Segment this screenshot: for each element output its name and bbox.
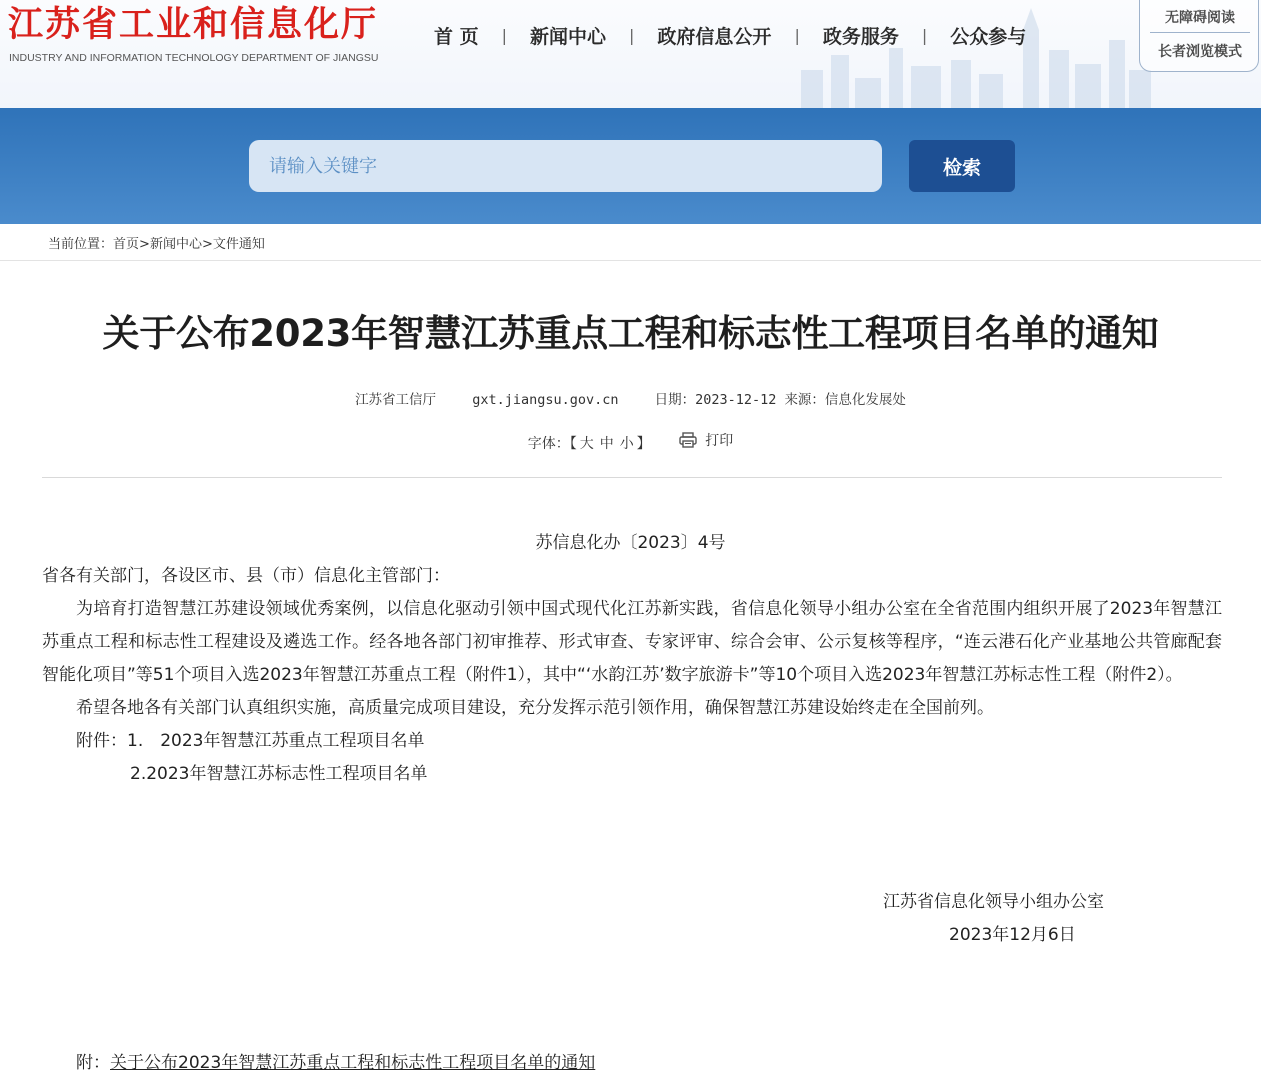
body-paragraph-1: 为培育打造智慧江苏建设领域优秀案例，以信息化驱动引领中国式现代化江苏新实践，省信息化领导小组办公室在全省范围内组织开展了2023年智慧江苏重点工程和标志性工程建设及遴选工作。经各地各部门初审推荐、形式审查、专家评审、综合会审、公示复核等程序，“连云港石化产业基地公共管廊配套智能化项目”等51个项目入选2023年智慧江苏重点工程（附件1），其中“‘水韵江苏’数字旅游卡”等10个项目入选2023年智慧江苏标志性工程（附件2）。 bbox=[42, 599, 1222, 685]
article-body bbox=[42, 560, 1222, 791]
attachment-1: 1. 2023年智慧江苏重点工程项目名单 bbox=[127, 731, 425, 751]
article-tools bbox=[0, 430, 1261, 453]
signature-organization: 江苏省信息化领导小组办公室 bbox=[883, 892, 1104, 912]
meta-divider bbox=[42, 477, 1222, 478]
font-size-label: 字体： bbox=[527, 436, 570, 452]
meta-publisher: 江苏省工信厅 bbox=[355, 392, 437, 408]
article-title: 关于公布2023年智慧江苏重点工程和标志性工程项目名单的通知 bbox=[102, 312, 1159, 355]
print-button[interactable] bbox=[679, 430, 733, 450]
print-label: 打印 bbox=[705, 433, 734, 449]
breadcrumb-home[interactable]: 首页 bbox=[113, 237, 140, 252]
nav-separator: | bbox=[921, 25, 928, 45]
accessible-reading-button[interactable]: 无障碍阅读 bbox=[1165, 10, 1235, 26]
search-input[interactable] bbox=[249, 140, 882, 192]
font-bracket-open: 【 bbox=[569, 436, 577, 452]
meta-site: gxt.jiangsu.gov.cn bbox=[472, 392, 619, 408]
attachment-link-row bbox=[76, 1048, 595, 1073]
attachments-label: 附件： bbox=[76, 731, 127, 751]
breadcrumb bbox=[48, 233, 265, 252]
body-paragraph-2: 希望各地各有关部门认真组织实施，高质量完成项目建设，充分发挥示范引领作用，确保智慧江苏建设始终走在全国前列。 bbox=[76, 698, 994, 718]
search-band bbox=[0, 108, 1261, 224]
breadcrumb-file-notice[interactable]: 文件通知 bbox=[212, 237, 265, 252]
attachment-link-label: 附： bbox=[76, 1053, 110, 1073]
breadcrumb-prefix: 当前位置： bbox=[48, 237, 114, 252]
attachment-download-link[interactable]: 关于公布2023年智慧江苏重点工程和标志性工程项目名单的通知 bbox=[110, 1053, 596, 1073]
nav-separator: | bbox=[794, 25, 800, 45]
accessibility-panel bbox=[1139, 0, 1259, 72]
nav-public-participation[interactable]: 公众参与 bbox=[950, 25, 1027, 48]
font-bracket-close: 】 bbox=[636, 436, 651, 452]
meta-source: 来源：信息化发展处 bbox=[784, 392, 906, 408]
nav-home[interactable]: 首 页 bbox=[434, 25, 479, 48]
breadcrumb-sep: > bbox=[201, 237, 213, 252]
article-meta bbox=[0, 388, 1261, 408]
font-size-small[interactable]: 小 bbox=[619, 436, 634, 452]
breadcrumb-sep: > bbox=[139, 237, 150, 252]
nav-gov-services[interactable]: 政务服务 bbox=[822, 25, 899, 48]
nav-news-center[interactable]: 新闻中心 bbox=[530, 25, 607, 48]
nav-separator: | bbox=[501, 25, 508, 45]
printer-icon bbox=[679, 432, 697, 448]
breadcrumb-news-center[interactable]: 新闻中心 bbox=[149, 237, 202, 252]
attachment-line-2: 2.2023年智慧江苏标志性工程项目名单 bbox=[130, 764, 428, 784]
breadcrumb-divider bbox=[0, 260, 1261, 261]
main-nav bbox=[430, 20, 1030, 50]
document-number: 苏信息化办〔2023〕4号 bbox=[535, 533, 726, 553]
nav-separator: | bbox=[629, 25, 635, 45]
search-button[interactable]: 检索 bbox=[909, 140, 1015, 192]
accessibility-divider bbox=[1150, 32, 1250, 33]
elder-mode-button[interactable]: 长者浏览模式 bbox=[1158, 44, 1242, 60]
city-skyline-decoration bbox=[791, 0, 1151, 108]
signature-date: 2023年12月6日 bbox=[949, 925, 1076, 945]
site-logo-subtitle: INDUSTRY AND INFORMATION TECHNOLOGY DEPARTMENT OF JIANGSU bbox=[9, 52, 379, 64]
salutation: 省各有关部门，各设区市、县（市）信息化主管部门： bbox=[42, 566, 450, 586]
font-size-large[interactable]: 大 bbox=[579, 436, 594, 452]
attachment-line-1 bbox=[42, 725, 1222, 758]
font-size-medium[interactable]: 中 bbox=[599, 436, 614, 452]
nav-gov-info[interactable]: 政府信息公开 bbox=[657, 25, 772, 48]
site-header bbox=[0, 0, 1261, 108]
site-logo-title[interactable]: 江苏省工业和信息化厅 bbox=[8, 4, 379, 45]
meta-date: 日期：2023-12-12 bbox=[654, 392, 777, 408]
